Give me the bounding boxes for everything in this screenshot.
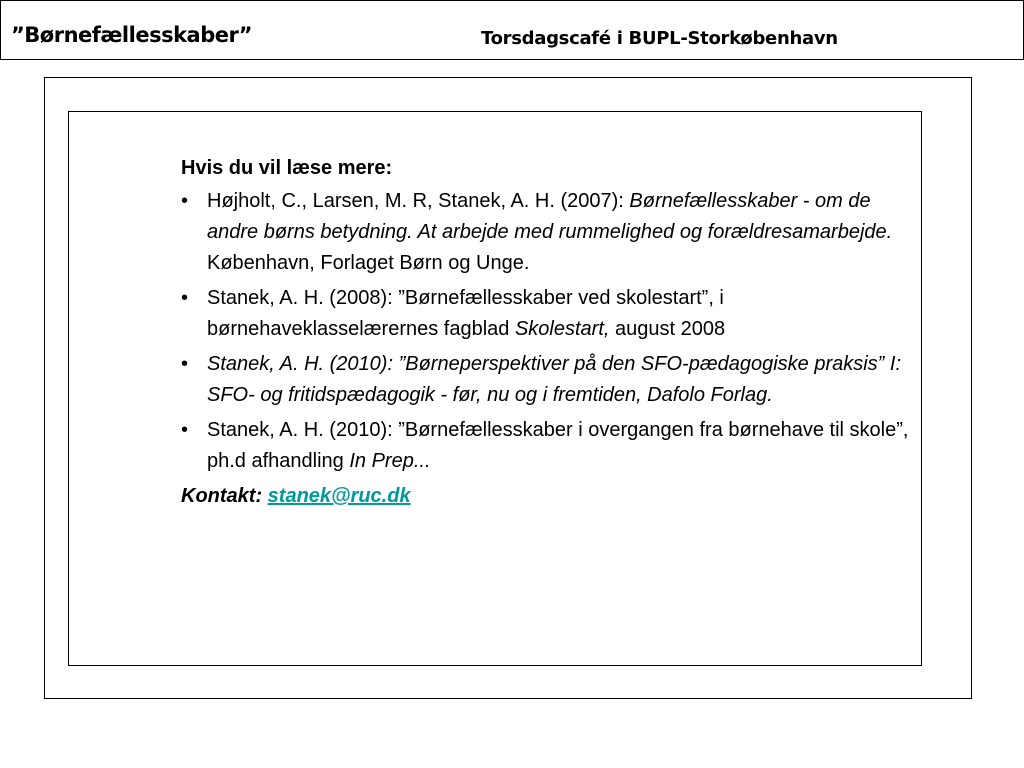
reference-title: Børnefællesskaber - om de andre børns betydning. At arbejde med rummelighed og forældresamarbejde. [207, 190, 893, 243]
header-bar [0, 0, 1024, 60]
reference-list [181, 186, 916, 477]
contact-label: Kontakt: [181, 485, 263, 507]
reference-item [181, 283, 916, 345]
reference-title: Skolestart, [514, 318, 610, 340]
reference-publisher: København, Forlaget Børn og Unge. [207, 252, 530, 274]
reference-status: In Prep... [349, 450, 431, 472]
bullet-marker: • [181, 353, 189, 375]
header-subtitle: Torsdagscafé i BUPL-Storkøbenhavn [481, 28, 838, 49]
bullet-marker: • [181, 287, 189, 309]
reading-heading: Hvis du vil læse mere: [181, 157, 393, 179]
header-title: ”Børnefællesskaber” [11, 23, 253, 47]
reference-authors: Stanek, A. H. (2008): ”Børnefællesskaber ved skolestart”, i børnehaveklasselærernes fagblad [207, 287, 724, 340]
reference-text: Stanek, A. H. (2010): ”Børneperspektiver på den SFO-pædagogiske praksis” I: SFO- og fritidspædagogik - før, nu og i fremtiden, Dafolo Forlag. [207, 353, 902, 406]
bullet-marker: • [181, 190, 189, 212]
reference-authors: Stanek, A. H. (2010): ”Børnefællesskaber i overgangen fra børnehave til skole”, ph.d afhandling [207, 419, 909, 472]
reference-item [181, 186, 916, 279]
reading-list [181, 153, 916, 512]
contact-email-link[interactable]: stanek@ruc.dk [267, 485, 411, 507]
reference-item [181, 349, 916, 411]
reference-publisher: august 2008 [609, 318, 726, 340]
bullet-marker: • [181, 419, 189, 441]
contact-line [181, 481, 916, 512]
reference-authors: Højholt, C., Larsen, M. R, Stanek, A. H. (2007): [207, 190, 624, 212]
reference-item [181, 415, 916, 477]
